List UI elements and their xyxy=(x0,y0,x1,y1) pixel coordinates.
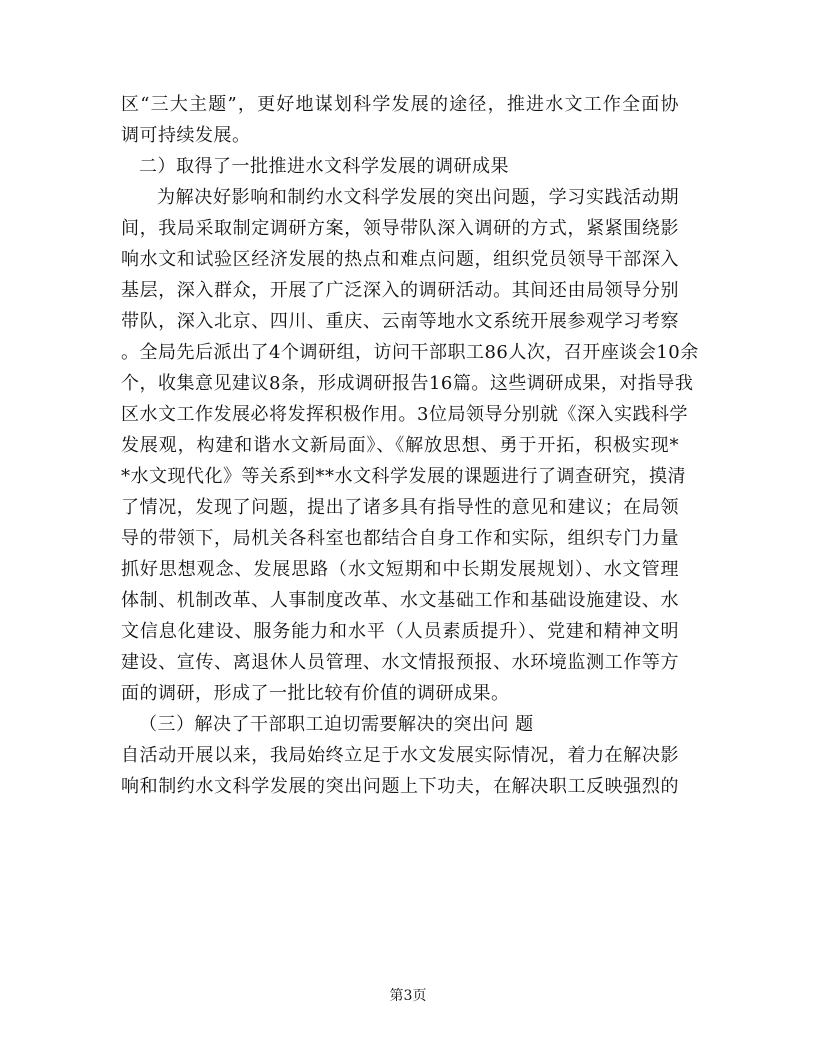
paragraph-line: 间，我局采取制定调研方案，领导带队深入调研的方式，紧紧围绕影 xyxy=(121,218,679,239)
section-heading: （三）解决了干部职工迫切需要解决的突出问 题 xyxy=(139,714,534,735)
paragraph-line: 抓好思想观念、发展思路（水文短期和中长期发展规划）、水文管理 xyxy=(121,559,679,580)
paragraph-line: 导的带领下，局机关各科室也都结合自身工作和实际，组织专门力量 xyxy=(121,528,679,549)
paragraph-line: 个，收集意见建议8条，形成调研报告16篇。这些调研成果，对指导我 xyxy=(121,373,694,394)
section-heading: 二）取得了一批推进水文科学发展的调研成果 xyxy=(139,156,509,177)
paragraph-line: 文信息化建设、服务能力和水平（人员素质提升）、党建和精神文明 xyxy=(121,621,679,642)
paragraph-line: 了情况，发现了问题，提出了诸多具有指导性的意见和建议；在局领 xyxy=(121,497,679,518)
page-number: 第3页 xyxy=(389,988,427,1004)
paragraph-line: 响和制约水文科学发展的突出问题上下功夫，在解决职工反映强烈的 xyxy=(121,776,679,797)
paragraph-line: 调可持续发展。 xyxy=(121,125,251,146)
paragraph-line: 面的调研，形成了一批比较有价值的调研成果。 xyxy=(121,683,510,704)
paragraph-line: 发展观，构建和谐水文新局面》、《解放思想、勇于开拓，积极实现* xyxy=(121,435,679,456)
document-body xyxy=(121,89,699,802)
paragraph-line: *水文现代化》等关系到**水文科学发展的课题进行了调查研究，摸清 xyxy=(121,466,686,487)
paragraph-line: 。全局先后派出了4个调研组，访问干部职工86人次，召开座谈会10余 xyxy=(121,342,699,363)
paragraph-line: 区水文工作发展必将发挥积极作用。3位局领导分别就《深入实践科学 xyxy=(121,404,688,425)
paragraph-line: 带队，深入北京、四川、重庆、云南等地水文系统开展参观学习考察 xyxy=(121,311,679,332)
paragraph-line: 建设、宣传、离退休人员管理、水文情报预报、水环境监测工作等方 xyxy=(121,652,679,673)
paragraph-line: 体制、机制改革、人事制度改革、水文基础工作和基础设施建设、水 xyxy=(121,590,679,611)
paragraph-line: 响水文和试验区经济发展的热点和难点问题，组织党员领导干部深入 xyxy=(121,249,679,270)
paragraph-line: 为解决好影响和制约水文科学发展的突出问题，学习实践活动期 xyxy=(157,187,679,208)
paragraph-line: 基层，深入群众，开展了广泛深入的调研活动。其间还由局领导分别 xyxy=(121,280,679,301)
paragraph-line: 区“三大主题”，更好地谋划科学发展的途径，推进水文工作全面协 xyxy=(121,94,679,115)
paragraph-line: 自活动开展以来，我局始终立足于水文发展实际情况，着力在解决影 xyxy=(121,745,679,766)
